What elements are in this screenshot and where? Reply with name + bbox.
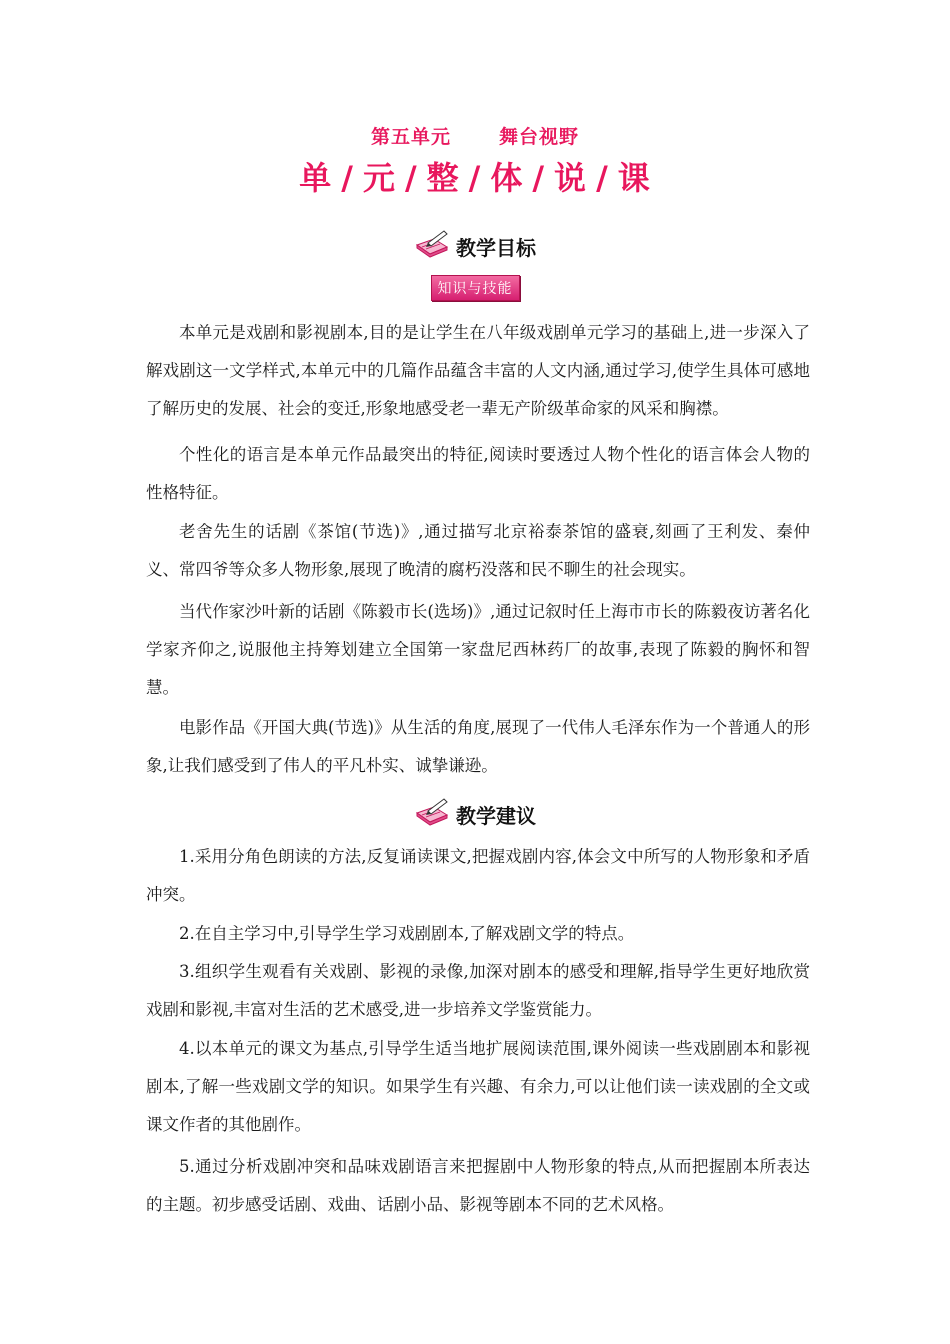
section-title: 教学建议 bbox=[456, 804, 536, 828]
pencil-notebook-icon bbox=[414, 797, 450, 832]
title-char: 整 bbox=[426, 159, 460, 197]
section-heading-goals bbox=[0, 229, 950, 264]
unit-label: 第五单元 bbox=[370, 126, 451, 148]
subsection-tag: 知识与技能 bbox=[431, 275, 520, 301]
unit-theme: 舞台视野 bbox=[499, 126, 580, 148]
section-title: 教学目标 bbox=[456, 236, 536, 260]
body-paragraph: 电影作品《开国大典(节选)》从生活的角度,展现了一代伟人毛泽东作为一个普通人的形象,让我们感受到了伟人的平凡朴实、诚挚谦逊。 bbox=[146, 718, 810, 775]
title-char: 元 bbox=[362, 159, 396, 197]
advice-item: 3.组织学生观看有关戏剧、影视的录像,加深对剧本的感受和理解,指导学生更好地欣赏戏剧和影视,丰富对生活的艺术感受,进一步培养文学鉴赏能力。 bbox=[146, 962, 810, 1019]
body-paragraph: 本单元是戏剧和影视剧本,目的是让学生在八年级戏剧单元学习的基础上,进一步深入了解戏剧这一文学样式,本单元中的几篇作品蕴含丰富的人文内涵,通过学习,使学生具体可感地了解历史的发展、社会的变迁,形象地感受老一辈无产阶级革命家的风采和胸襟。 bbox=[146, 323, 810, 418]
body-paragraph: 个性化的语言是本单元作品最突出的特征,阅读时要透过人物个性化的语言体会人物的性格特征。 bbox=[146, 445, 810, 502]
advice-item: 5.通过分析戏剧冲突和品味戏剧语言来把握剧中人物形象的特点,从而把握剧本所表达的主题。初步感受话剧、戏曲、话剧小品、影视等剧本不同的艺术风格。 bbox=[146, 1157, 810, 1214]
unit-heading bbox=[0, 122, 950, 149]
advice-item: 2.在自主学习中,引导学生学习戏剧剧本,了解戏剧文学的特点。 bbox=[179, 924, 635, 943]
section-heading-advice bbox=[0, 797, 950, 832]
advice-item: 4.以本单元的课文为基点,引导学生适当地扩展阅读范围,课外阅读一些戏剧剧本和影视剧本,了解一些戏剧文学的知识。如果学生有兴趣、有余力,可以让他们读一读戏剧的全文或课文作者的其他剧作。 bbox=[146, 1039, 810, 1134]
pencil-notebook-icon bbox=[414, 229, 450, 264]
subsection-tag-wrap bbox=[0, 275, 950, 301]
title-char: 单 bbox=[299, 159, 333, 197]
title-char: 说 bbox=[554, 159, 588, 197]
body-paragraph: 老舍先生的话剧《茶馆(节选)》,通过描写北京裕泰茶馆的盛衰,刻画了王利发、秦仲义、常四爷等众多人物形象,展现了晚清的腐朽没落和民不聊生的社会现实。 bbox=[146, 522, 810, 579]
body-paragraph: 当代作家沙叶新的话剧《陈毅市长(选场)》,通过记叙时任上海市市长的陈毅夜访著名化学家齐仰之,说服他主持筹划建立全国第一家盘尼西林药厂的故事,表现了陈毅的胸怀和智慧。 bbox=[146, 602, 810, 697]
advice-item: 1.采用分角色朗读的方法,反复诵读课文,把握戏剧内容,体会文中所写的人物形象和矛盾冲突。 bbox=[146, 847, 810, 904]
page-title: 单 / 元 / 整 / 体 / 说 / 课 bbox=[299, 159, 651, 197]
title-char: 课 bbox=[617, 159, 651, 197]
title-char: 体 bbox=[490, 159, 524, 197]
